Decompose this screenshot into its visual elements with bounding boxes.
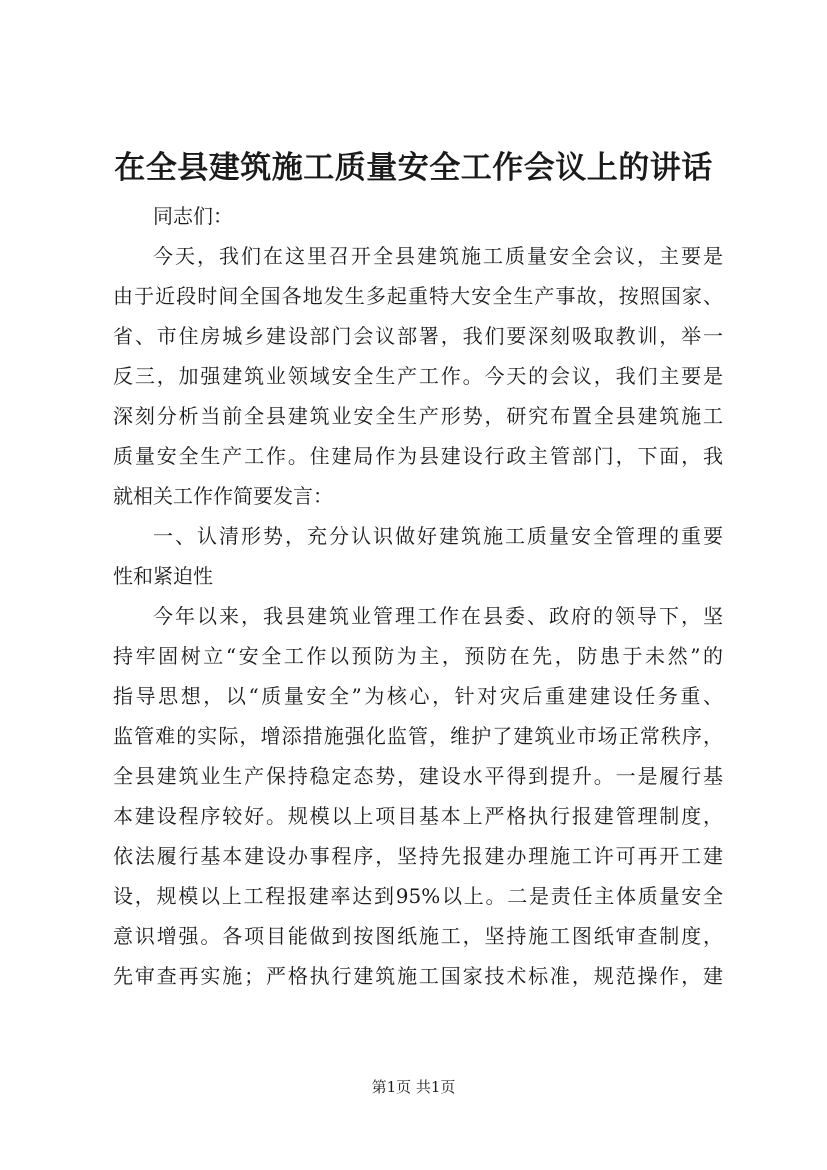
paragraph-line: 设，规模以上工程报建率达到95%以上。二是责任主体质量安全: [113, 884, 723, 908]
paragraph-line: 监管难的实际，增添措施强化监管，维护了建筑业市场正常秩序，: [113, 724, 723, 748]
paragraph-line: 省、市住房城乡建设部门会议部署，我们要深刻吸取教训，举一: [113, 324, 723, 348]
paragraph-line: 依法履行基本建设办事程序，坚持先报建办理施工许可再开工建: [113, 844, 723, 868]
paragraph-line: 意识增强。各项目能做到按图纸施工，坚持施工图纸审查制度，: [113, 924, 723, 948]
paragraph-line: 深刻分析当前全县建筑业安全生产形势，研究布置全县建筑施工: [113, 404, 723, 428]
paragraph-line: 今年以来，我县建筑业管理工作在县委、政府的领导下，坚: [153, 604, 723, 628]
section-heading-line: 性和紧迫性: [113, 564, 213, 588]
section-heading-line: 一、认清形势，充分认识做好建筑施工质量安全管理的重要: [153, 524, 723, 548]
salutation-line: 同志们：: [153, 204, 233, 228]
paragraph-line: 先审查再实施；严格执行建筑施工国家技术标准，规范操作，建: [113, 964, 723, 988]
paragraph-line: 就相关工作作简要发言：: [113, 484, 333, 508]
paragraph-line: 由于近段时间全国各地发生多起重特大安全生产事故，按照国家、: [113, 284, 723, 308]
page-footer: 第1页 共1页: [371, 1078, 456, 1096]
paragraph-line: 持牢固树立“安全工作以预防为主，预防在先，防患于未然”的: [113, 644, 723, 668]
paragraph-line: 全县建筑业生产保持稳定态势，建设水平得到提升。一是履行基: [113, 764, 723, 788]
paragraph-line: 质量安全生产工作。住建局作为县建设行政主管部门，下面，我: [113, 444, 723, 468]
paragraph-line: 今天，我们在这里召开全县建筑施工质量安全会议，主要是: [153, 244, 723, 268]
paragraph-line: 反三，加强建筑业领域安全生产工作。今天的会议，我们主要是: [113, 364, 723, 388]
paragraph-line: 本建设程序较好。规模以上项目基本上严格执行报建管理制度，: [113, 804, 723, 828]
document-body: [113, 196, 723, 996]
document-title: 在全县建筑施工质量安全工作会议上的讲话: [114, 150, 713, 186]
paragraph-line: 指导思想，以“质量安全”为核心，针对灾后重建建设任务重、: [113, 684, 723, 708]
